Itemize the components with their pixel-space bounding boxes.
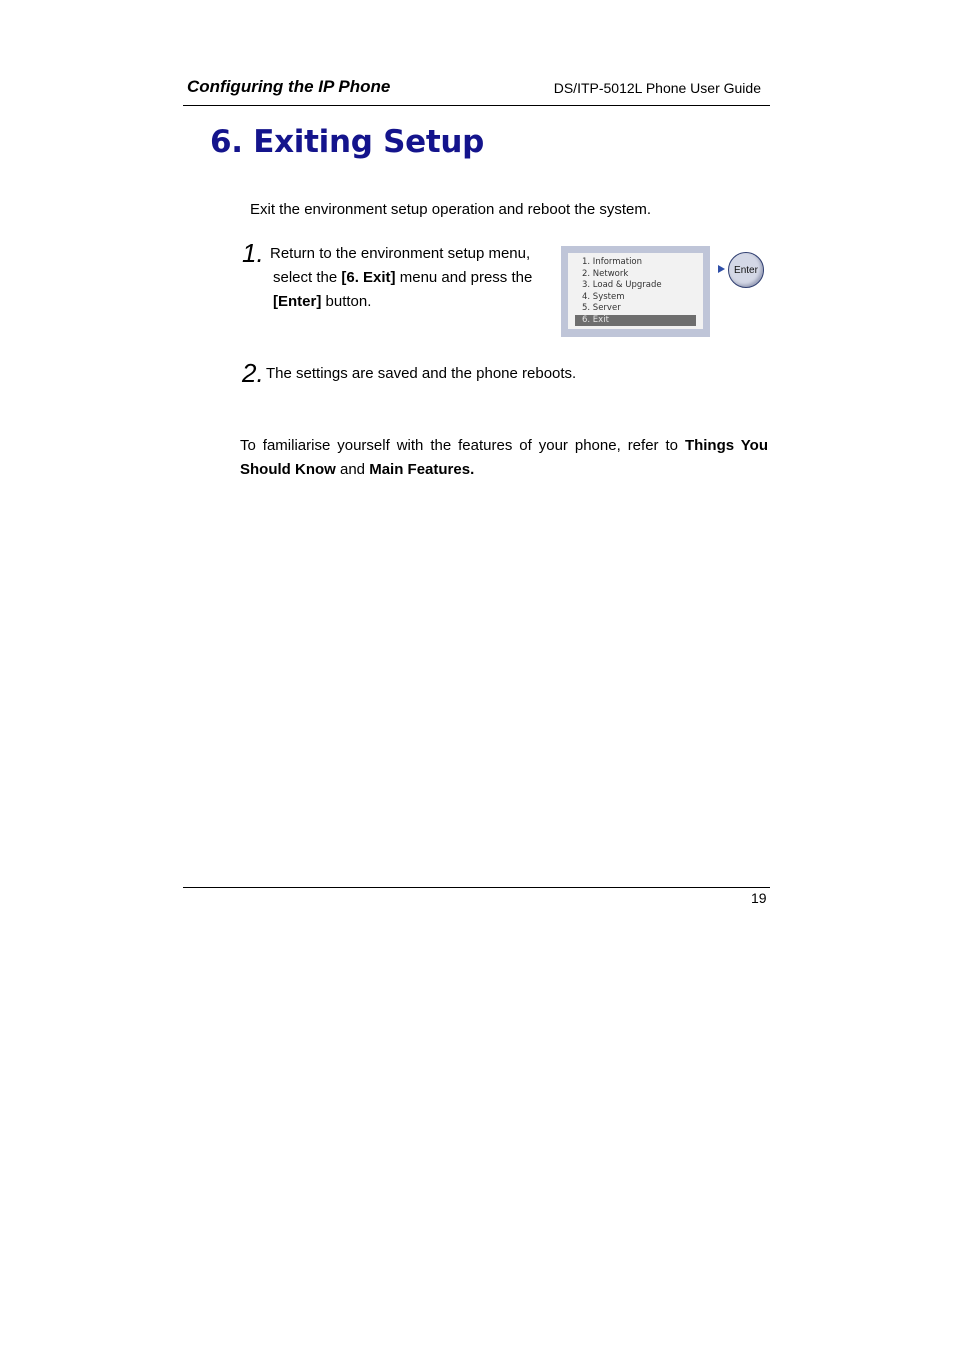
menu-item-information: 1. Information (582, 257, 643, 267)
page-number: 19 (751, 890, 767, 906)
setup-menu-screen (561, 246, 710, 337)
enter-button-icon (728, 252, 764, 288)
step-1-line-2-post: menu and press the (395, 269, 533, 286)
step-2-number: 2. (242, 358, 264, 388)
enter-button-label: Enter (734, 264, 758, 276)
running-header-guide: DS/ITP-5012L Phone User Guide (553, 80, 761, 96)
running-header-section: Configuring the IP Phone (187, 77, 391, 96)
main-features-ref: Main Features. (369, 461, 475, 478)
exit-menu-ref: [6. Exit] (341, 269, 396, 286)
things-you-should-know-ref: Things You Should Know (240, 437, 768, 478)
menu-item-exit: 6. Exit (575, 315, 696, 326)
page-title: 6. Exiting Setup (210, 124, 485, 160)
arrow-right-icon (718, 265, 725, 273)
step-1-number: 1. (242, 238, 264, 268)
step-1-line-1: Return to the environment setup menu, (270, 245, 531, 262)
closing-pre: To familiarise yourself with the features of your phone, refer to (240, 437, 685, 454)
menu-item-system: 4. System (582, 291, 625, 302)
step-2-text: The settings are saved and the phone reboots. (266, 365, 577, 382)
footer-rule (183, 887, 770, 888)
enter-button-ref: [Enter] (273, 293, 322, 310)
closing-mid: and (335, 461, 370, 478)
step-1-line-2 (270, 266, 555, 290)
step-1-line-2-pre: select the (273, 269, 342, 286)
menu-item-server: 5. Server (582, 303, 621, 313)
intro-text: Exit the environment setup operation and reboot the system. (250, 201, 652, 218)
step-1-line-3-post: button. (321, 293, 372, 310)
closing-paragraph (240, 434, 768, 482)
step-1-line-3 (270, 290, 555, 314)
step-1-text (270, 242, 555, 314)
setup-menu-list (568, 253, 703, 329)
header-rule (183, 105, 770, 106)
menu-item-network: 2. Network (582, 268, 629, 279)
menu-item-load-upgrade: 3. Load & Upgrade (582, 280, 662, 290)
